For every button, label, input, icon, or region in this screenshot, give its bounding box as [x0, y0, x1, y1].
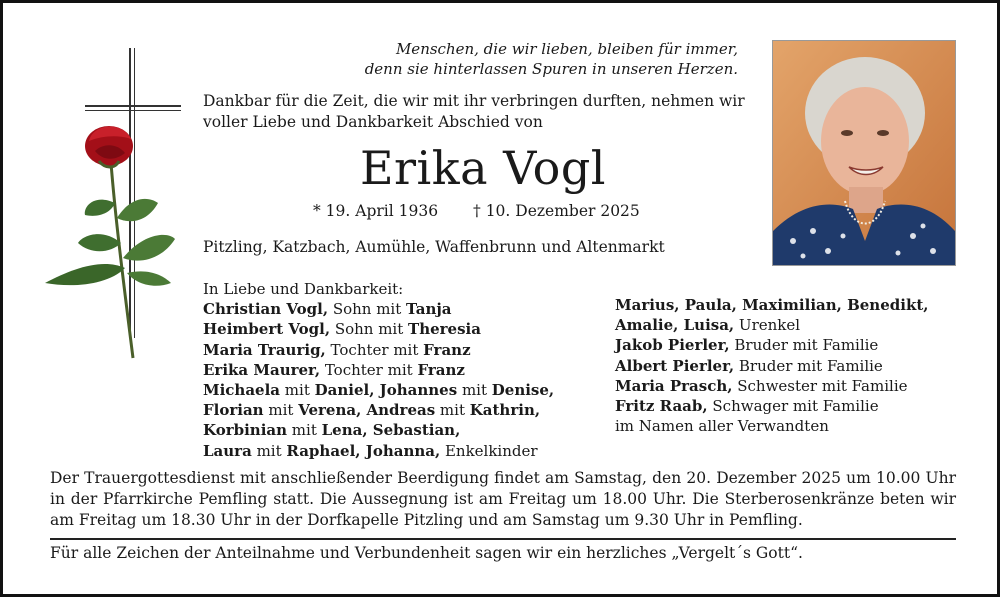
family-line-segment: Schwester mit Familie: [732, 376, 908, 395]
family-line-segment: Enkelkinder: [440, 441, 538, 460]
family-line: [615, 356, 928, 376]
family-line: [615, 396, 928, 416]
family-line-segment: Theresia: [408, 320, 481, 339]
thanks-line: Für alle Zeichen der Anteilnahme und Verbundenheit sagen wir ein herzliches „Vergelt´s Gott“.: [50, 544, 803, 562]
family-line: [203, 420, 554, 440]
family-line-segment: mit: [263, 401, 299, 420]
family-line-segment: Fritz Raab,: [615, 397, 708, 416]
family-line-segment: Sohn mit: [328, 300, 407, 319]
family-line: [203, 441, 554, 461]
family-line: [615, 416, 928, 436]
family-line-segment: mit: [251, 441, 287, 460]
intro-line: Dankbar für die Zeit, die wir mit ihr verbringen durften, nehmen wir: [203, 92, 745, 110]
family-line-segment: Erika Maurer,: [203, 360, 321, 379]
family-line: [203, 299, 554, 319]
birth-date: * 19. April 1936: [313, 202, 439, 220]
family-line-segment: Urenkel: [734, 316, 801, 335]
family-line-segment: Tanja: [406, 300, 452, 319]
family-line-segment: Bruder mit Familie: [734, 356, 883, 375]
places-list: Pitzling, Katzbach, Aumühle, Waffenbrunn und Altenmarkt: [203, 238, 665, 256]
family-line-segment: Maria Traurig,: [203, 340, 326, 359]
family-lines-left: [203, 299, 554, 461]
family-line-segment: mit: [435, 401, 470, 420]
quote-line: denn sie hinterlassen Spuren in unseren Herzen.: [364, 60, 738, 78]
family-line-segment: Heimbert Vogl,: [203, 320, 331, 339]
family-line-segment: Christian Vogl,: [203, 300, 329, 319]
family-line-segment: Amalie, Luisa,: [615, 316, 735, 335]
family-line-segment: Sohn mit: [330, 320, 409, 339]
family-line-segment: Schwager mit Familie: [707, 397, 879, 416]
portrait-photo: [772, 40, 956, 266]
family-line-segment: Marius, Paula, Maximilian, Benedikt,: [615, 296, 929, 314]
family-line-segment: Michaela: [203, 381, 281, 400]
divider: [50, 538, 956, 540]
family-line-segment: Lena, Sebastian,: [321, 421, 461, 440]
family-line-segment: mit: [457, 381, 492, 400]
family-line-segment: Denise,: [491, 381, 555, 400]
family-line: [203, 380, 554, 400]
family-line: [615, 335, 928, 355]
family-line-segment: Franz: [417, 360, 465, 379]
portrait-image: [773, 41, 955, 265]
quote-line: Menschen, die wir lieben, bleiben für immer,: [395, 40, 738, 58]
family-line-segment: mit: [280, 381, 315, 400]
family-line-segment: Albert Pierler,: [615, 356, 735, 375]
quote: [333, 39, 738, 79]
funeral-notice: Der Trauergottesdienst mit anschließender Beerdigung findet am Samstag, den 20. Dezember 2025 um 10.00 Uhr in der Pfarrkirche Pemfling statt. Die Aussegnung ist am Freitag um 18.00 Uhr. Die Sterberosenkränze beten wir am Freitag um 18.30 Uhr in der Dorfkapelle Pitzling und am Samstag um 9.30 Uhr in Pemfling.: [50, 469, 956, 529]
family-line-segment: Bruder mit Familie: [729, 336, 879, 355]
family-heading: In Liebe und Dankbarkeit:: [203, 280, 404, 298]
family-line-segment: Jakob Pierler,: [615, 336, 730, 355]
family-line: [203, 400, 554, 420]
family-list-right: [615, 295, 928, 436]
deceased-name: Erika Vogl: [359, 141, 607, 195]
family-line-segment: Tochter mit: [320, 360, 418, 379]
family-line: [615, 376, 928, 396]
family-line: [203, 340, 554, 360]
family-line-segment: Daniel, Johannes: [314, 381, 458, 400]
intro-line: voller Liebe und Dankbarkeit Abschied von: [203, 113, 543, 131]
family-line: [203, 319, 554, 339]
family-line-segment: Raphael, Johanna,: [286, 441, 441, 460]
family-line-segment: Verena, Andreas: [298, 401, 436, 420]
death-date: † 10. Dezember 2025: [473, 202, 640, 220]
family-line: [615, 295, 928, 315]
family-line-segment: Korbinian: [203, 421, 288, 440]
life-dates: [313, 201, 640, 221]
family-line-segment: Kathrin,: [469, 401, 541, 420]
family-line-segment: im Namen aller Verwandten: [615, 417, 829, 436]
family-lines-right: [615, 295, 928, 436]
family-line-segment: Tochter mit: [325, 340, 424, 359]
family-line-segment: Laura: [203, 441, 252, 460]
family-line: [203, 360, 554, 380]
cross-with-rose-icon: [33, 43, 193, 363]
family-line-segment: Maria Prasch,: [615, 376, 733, 395]
intro-text: [203, 91, 763, 133]
family-line-segment: mit: [287, 421, 322, 440]
family-line: [615, 315, 928, 335]
family-line-segment: Florian: [203, 401, 264, 420]
family-line-segment: Franz: [423, 340, 471, 359]
family-list-left: [203, 279, 554, 461]
